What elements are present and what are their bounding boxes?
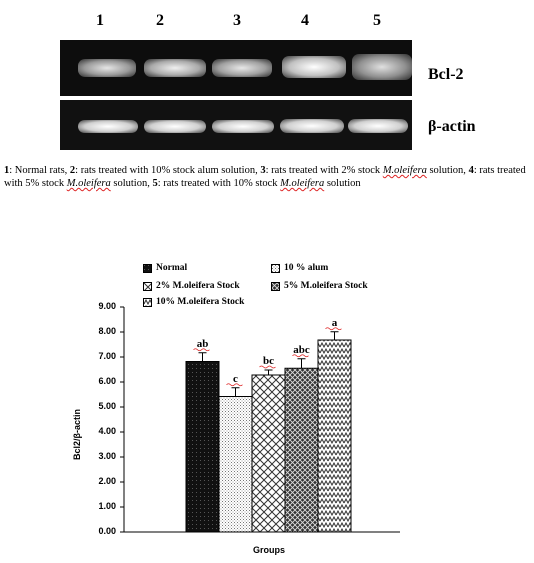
caption-num-1: 1 [4, 165, 10, 176]
caption-num-4: 4 [468, 165, 474, 176]
caption-text-1: : Normal rats, [9, 165, 70, 176]
y-tick-label: 8.00 [98, 326, 116, 336]
bar-1 [186, 362, 219, 533]
y-tick-label: 9.00 [98, 301, 116, 311]
legend-label-2pct: 2% M.oleifera Stock [156, 281, 240, 291]
caption-num-2: 2 [69, 165, 76, 176]
y-tick-label: 6.00 [98, 376, 116, 386]
y-axis-label: Bcl2/β-actin [72, 408, 82, 460]
significance-label-3: bc [263, 355, 274, 367]
x-axis-label: Groups [253, 545, 286, 555]
caption-species-3: M.oleifera [382, 165, 427, 176]
legend-label-5pct: 5% M.oleifera Stock [284, 281, 368, 291]
lane-label-3: 3 [233, 12, 241, 29]
significance-label-4: abc [293, 343, 310, 356]
bar-5 [318, 340, 351, 532]
lane-label-5: 5 [373, 12, 381, 29]
bar-2 [219, 397, 252, 533]
caption-text-2: : rats treated with 10% stock alum solution, [75, 165, 261, 176]
caption-species-5: M.oleifera [280, 178, 325, 189]
significance-label-2: c [233, 372, 238, 385]
caption-text-5: : rats treated with 10% stock [157, 178, 281, 189]
caption-num-3: 3 [260, 165, 266, 176]
y-tick-label: 7.00 [98, 351, 116, 361]
lane-label-4: 4 [301, 12, 309, 29]
caption-after-3: solution, [426, 165, 469, 176]
caption-after-5: solution [324, 178, 361, 189]
y-tick-label: 4.00 [98, 426, 116, 436]
y-tick-label: 3.00 [98, 451, 116, 461]
legend-label-10pct: 10% M.oleifera Stock [156, 297, 245, 307]
y-tick-label: 1.00 [98, 501, 116, 511]
lane-label-2: 2 [156, 12, 164, 29]
legend-label-normal: Normal [156, 263, 188, 273]
lane-label-1: 1 [96, 12, 104, 29]
caption-after-4: solution, [110, 178, 153, 189]
significance-label-5: a [331, 316, 338, 329]
caption-species-4: M.oleifera [66, 178, 111, 189]
caption-num-5: 5 [152, 178, 158, 189]
y-tick-label: 5.00 [98, 401, 116, 411]
y-tick-label: 2.00 [98, 476, 116, 486]
significance-label-1: ab [196, 337, 209, 350]
bar-3 [252, 375, 285, 532]
bar-4 [285, 368, 318, 532]
gel-row-label-beta-actin: β-actin [428, 118, 476, 135]
legend-label-alum: 10 % alum [284, 263, 329, 273]
caption-text-3: : rats treated with 2% stock [265, 165, 383, 176]
caption-text-4: : rats treated with 5% stock [4, 165, 526, 189]
y-tick-label: 0.00 [98, 526, 116, 536]
gel-row-label-bcl2: Bcl-2 [428, 66, 464, 83]
